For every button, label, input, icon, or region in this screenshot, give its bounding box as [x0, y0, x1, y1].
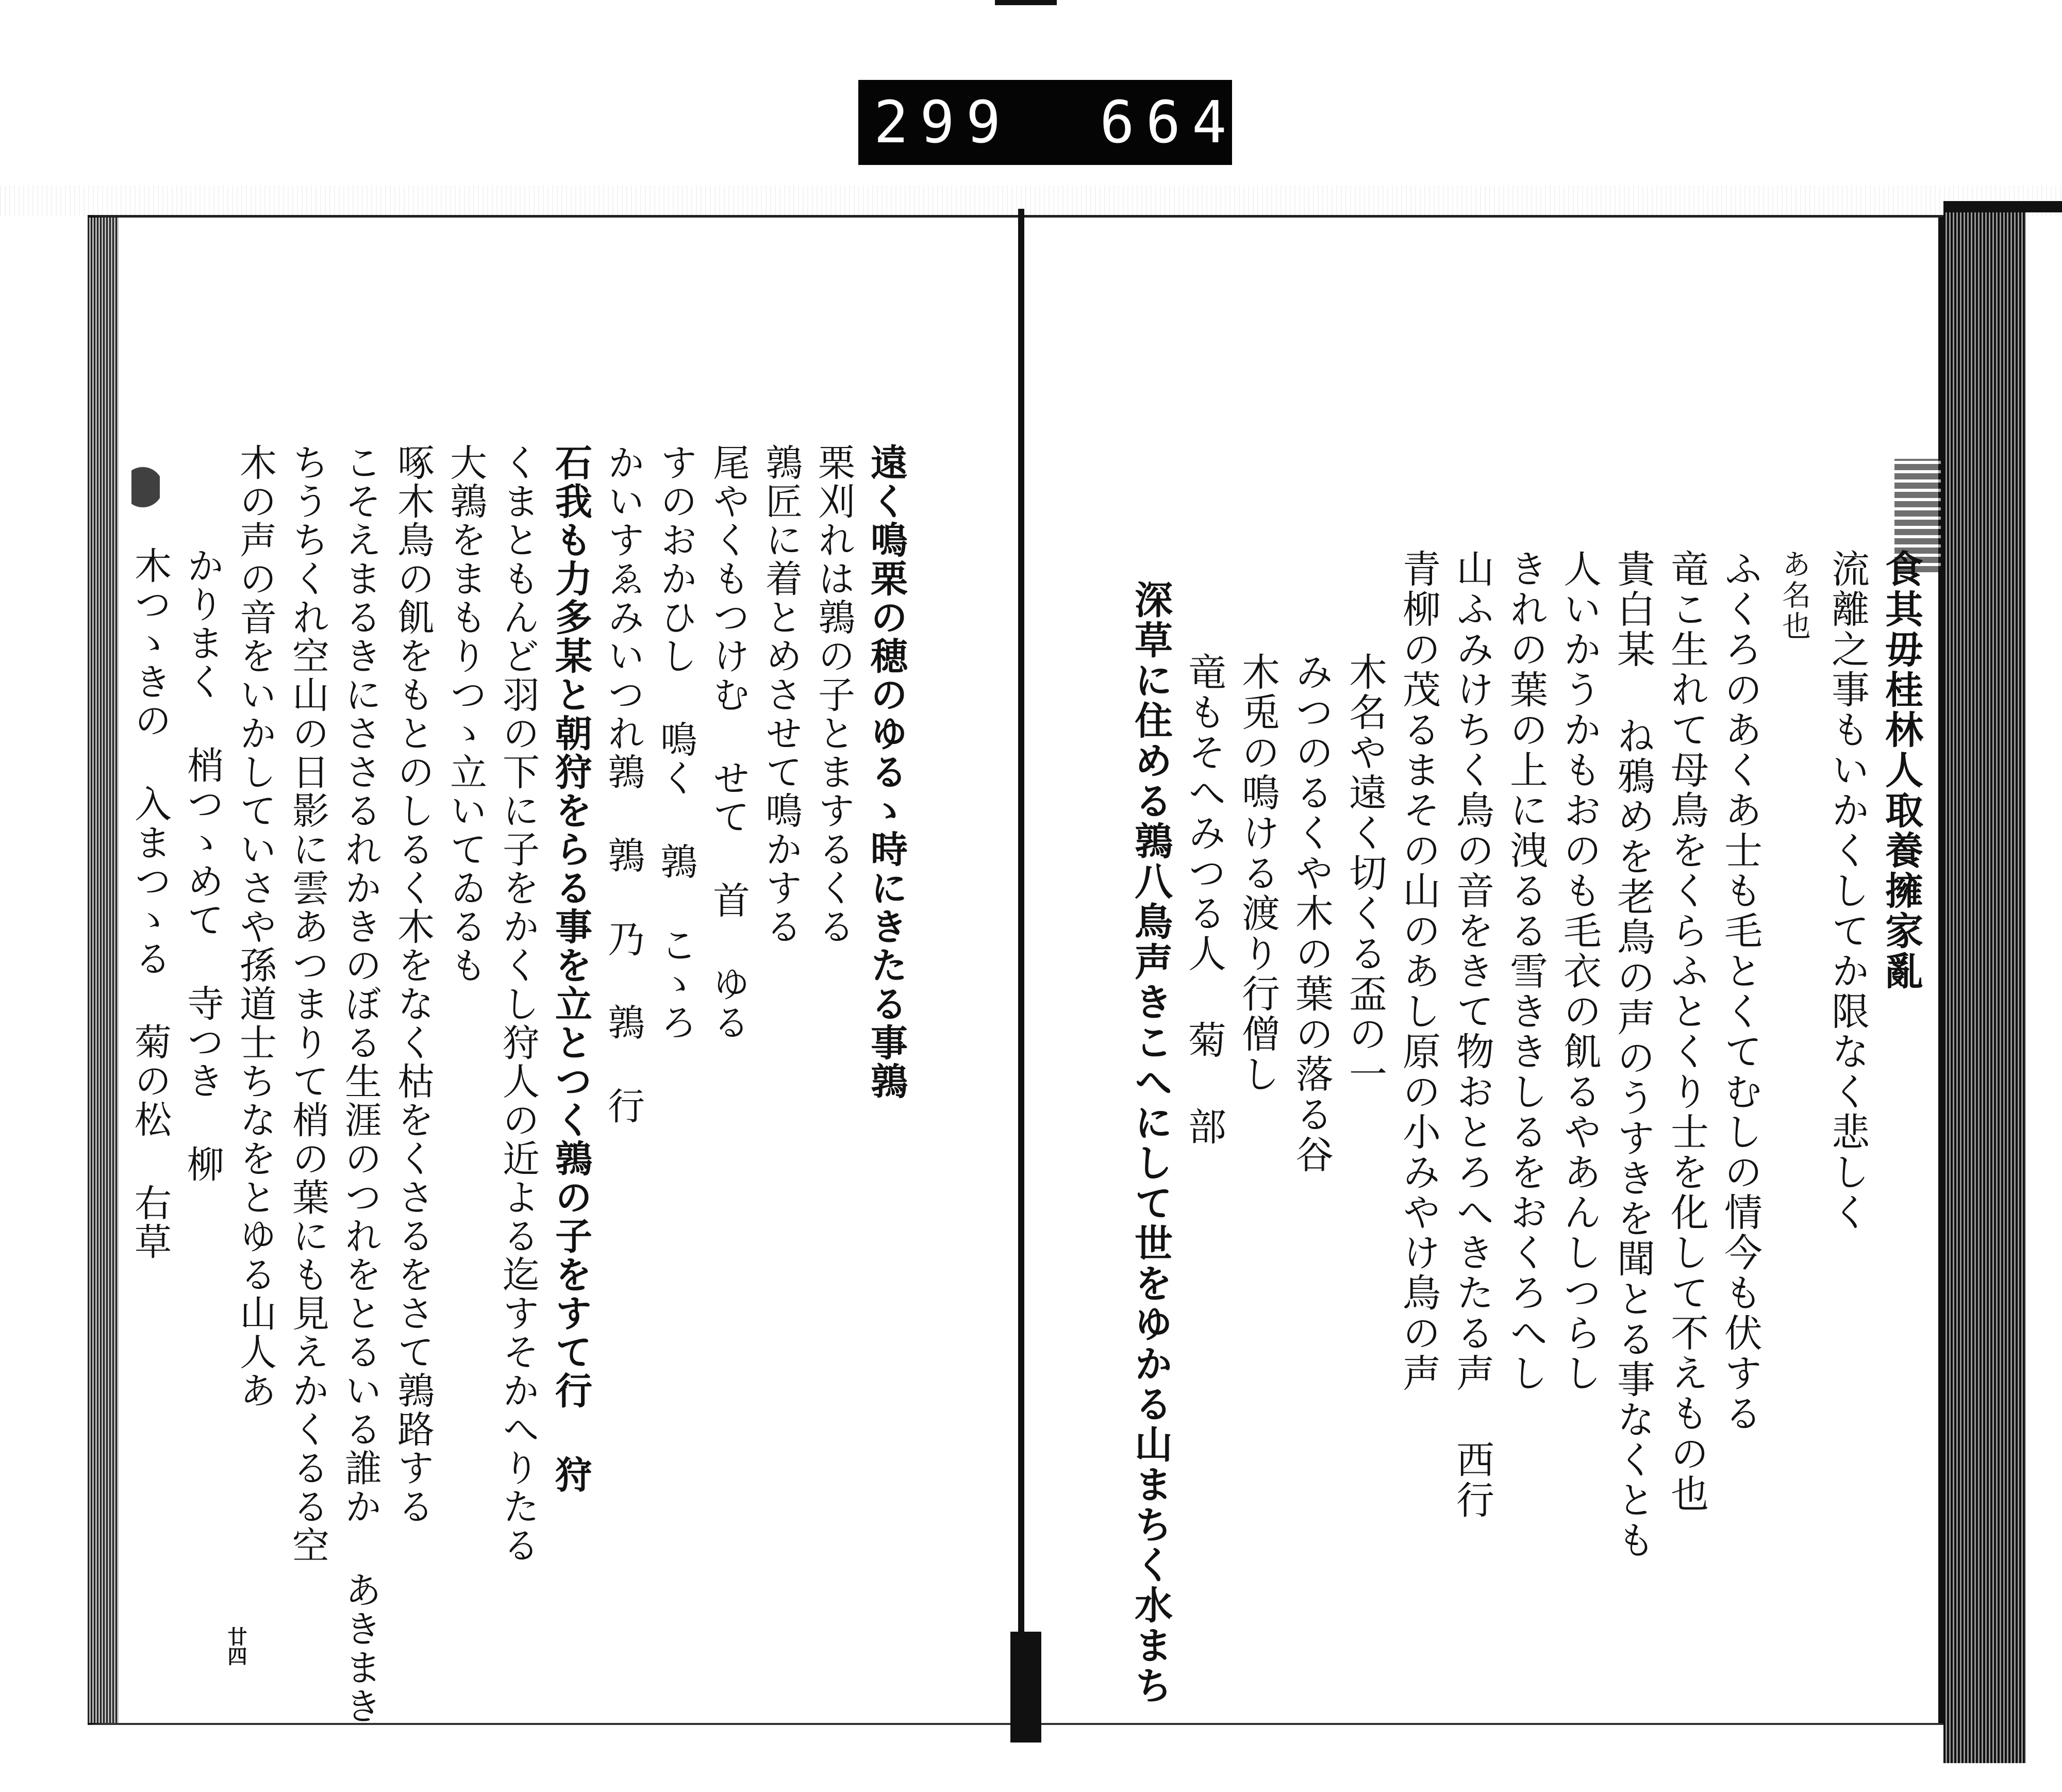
right-line-3: あ名也 — [1777, 549, 1811, 642]
left-line-7: 石我も力多某と朝狩をらる事を立とつく鶉の子をすて行 狩 — [549, 443, 593, 1494]
left-line-14: かりまく 梢つゝめて 寺つき 柳 — [181, 546, 224, 1184]
left-line-9: 大鶉をまもりつゝ立いてゐるも — [444, 443, 487, 985]
left-line-1: 遠く鳴栗の穂のゆるゝ時にきたる事鶉 — [864, 443, 908, 1101]
left-line-13: 木の声の音をいかしていさや孫道士ちなをとゆる山人あ — [234, 443, 277, 1410]
right-line-8: きれの葉の上に洩るる雪ききしるをおくろへし — [1504, 549, 1548, 1393]
scan-label-left-number: 299 — [874, 89, 1012, 156]
right-line-1: 食其毋桂林人取養擁家亂 — [1879, 549, 1923, 991]
left-line-3: 鶉匠に着とめさせて鳴かする — [759, 443, 803, 946]
left-line-11: こそえまるきにささるれかきのぼる生涯のつれをとるいる誰か あきまき — [339, 443, 382, 1725]
left-line-12: ちうちくれ空山の日影に雲あつまりて梢の葉にも見えかくるる空 — [286, 443, 329, 1565]
page-number: 廿四 — [224, 1627, 247, 1666]
right-line-2: 流離之事もいかくしてか限なく悲しく — [1825, 549, 1870, 1233]
right-binding-top — [1943, 201, 2062, 212]
scan-label-right-number: 664. — [1100, 89, 1285, 156]
left-line-10: 啄木鳥の飢をもとのしるく木をなく枯をくさるをさて鶉路する — [391, 443, 435, 1526]
right-line-14: 竜もそへみつる人 菊 部 — [1182, 652, 1226, 1147]
right-line-10: 青柳の茂るまその山のあし原の小みやけ鳥の声 — [1396, 549, 1441, 1393]
right-line-5: 竜こ生れて母鳥をくらふとくり士を化して不えもの也 — [1665, 549, 1709, 1514]
right-line-11: 木名や遠く切くる盃の一 — [1343, 652, 1387, 1094]
book-spine — [1018, 209, 1024, 1706]
right-line-4: ふくろのあくあ士も毛とくてむしの情今も伏する — [1718, 549, 1762, 1434]
right-line-6: 貴白某 ね鴉めを老鳥の声のうすきを聞とる事なくとも — [1611, 549, 1655, 1561]
left-line-2: 栗刈れは鶉の子とまするくる — [812, 443, 855, 946]
left-line-4: 尾やくもつけむ せて 首 ゆる — [707, 443, 750, 1042]
right-line-12: みつのるくや木の葉の落る谷 — [1289, 652, 1334, 1175]
left-line-8: くまともんど羽の下に子をかくし狩人の近よる迄すそかへりたる — [496, 443, 540, 1565]
left-line-6: かいすゑみいつれ鶉 鶉 乃 鶉 行 — [602, 443, 645, 1125]
book-spine-bottom — [1010, 1632, 1041, 1743]
left-line-15: 木つゝきの 入まつゝる 菊の松 右草 — [128, 546, 172, 1261]
right-page-text — [1124, 549, 1928, 1706]
right-line-15: 深草に住める鶉八鳥声きこへにして世をゆかる山まちく水まち — [1128, 580, 1173, 1706]
top-bar — [995, 0, 1057, 5]
scan-label — [858, 80, 1285, 165]
right-line-9: 山ふみけちく鳥の音をきて物おとろへきたる声 西行 — [1450, 549, 1494, 1520]
right-line-7: 人いかうかもおのも毛衣の飢るやあんしつらし — [1557, 549, 1602, 1393]
right-line-13: 木兎の鳴ける渡り行僧し — [1236, 652, 1280, 1094]
left-line-5: すのおかひし 鳴く 鶉 こゝろ — [654, 443, 697, 1042]
